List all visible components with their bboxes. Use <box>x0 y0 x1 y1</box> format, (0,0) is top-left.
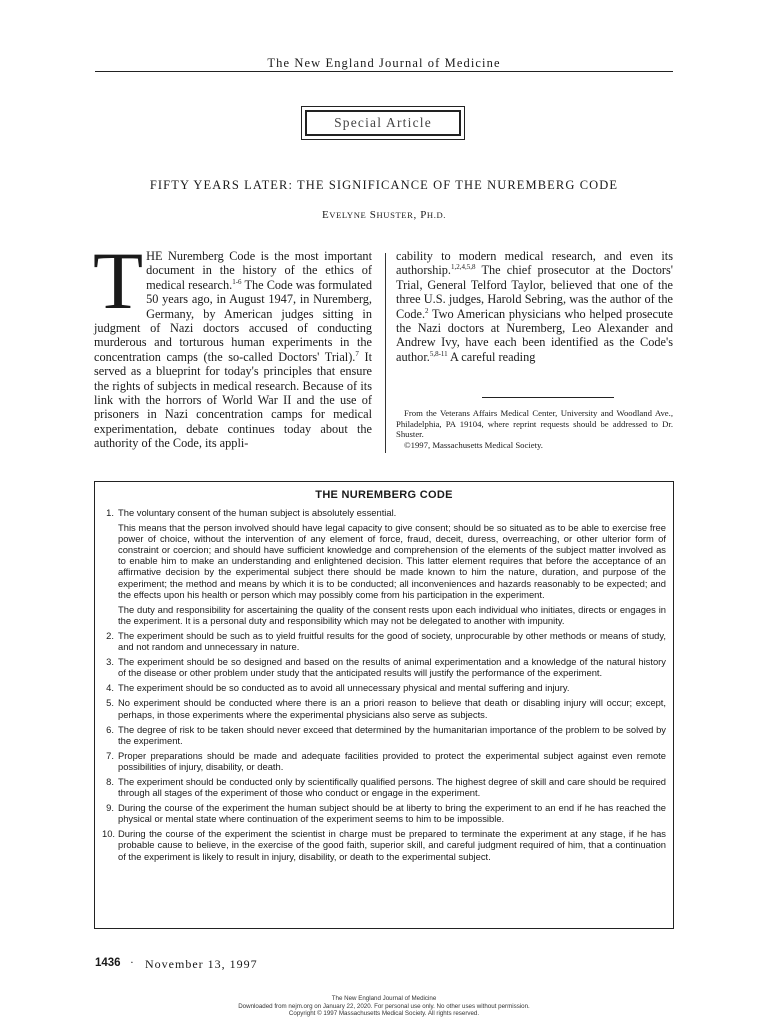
code-item-number: 1. <box>106 507 114 518</box>
code-item-number: 5. <box>106 697 114 709</box>
code-item-number: 9. <box>106 802 114 814</box>
code-item-text: The experiment should be such as to yield fruitful results for the good of society, unprocurable by other methods or means of study, and not random and unnecessary in nature. <box>118 629 666 653</box>
code-item-text: The degree of risk to be taken should never exceed that determined by the humanitarian importance of the problem to be solved by the experiment. <box>118 723 666 746</box>
right-text-c: Two American physicians who helped prosecute the Nazi doctors at Nuremberg, Leo Alexander and Andrew Ivy, have each been identified as the Code's author. <box>396 306 673 364</box>
code-item-number: 8. <box>106 775 114 787</box>
author-last-name-rest: HUSTER <box>376 210 414 220</box>
author-first-name-rest: VELYNE <box>329 210 367 220</box>
header-rule <box>95 71 673 72</box>
code-item-4 <box>102 682 666 693</box>
degree-initial: P <box>420 209 427 221</box>
code-item-number: 6. <box>106 723 114 735</box>
article-title: FIFTY YEARS LATER: THE SIGNIFICANCE OF THE NUREMBERG CODE <box>149 178 619 192</box>
code-item-text: The experiment should be so conducted as to avoid all unnecessary physical and mental suffering and injury. <box>118 682 570 694</box>
ref-1-6: 1-6 <box>232 277 242 286</box>
page-separator: · <box>130 957 134 969</box>
author-initial-e: E <box>321 209 330 221</box>
code-item-text: The experiment should be conducted only by scientifically qualified persons. The highest degree of skill and care should be required through all stages of the experiment of those who conduct or engage in the experiment. <box>118 775 666 799</box>
code-item-9 <box>102 802 666 824</box>
code-item-number: 2. <box>106 629 114 641</box>
code-item-number: 3. <box>106 656 114 668</box>
footer-copyright: Copyright © 1997 Massachusetts Medical Society. All rights reserved. <box>288 1010 480 1017</box>
code-item-7 <box>102 750 666 772</box>
author-byline: EVELYNE SHUSTER, PH.D. <box>321 209 447 221</box>
nuremberg-code-box <box>94 481 674 929</box>
code-item-number: 10. <box>102 828 116 840</box>
code-item-number: 7. <box>106 749 114 761</box>
code-list <box>102 507 666 866</box>
footer-download-notice: Downloaded from nejm.org on January 22, 2020. For personal use only. No other uses without permission. <box>238 1002 530 1010</box>
code-item-1-paragraph-1: This means that the person involved should have legal capacity to give consent; should be so situated as to be able to exercise free power of choice, without the intervention of any element of force, fraud, deceit, duress, overreaching, or other ulterior form of constraint or coercion; and should have sufficient knowledge and comprehension of the elements of the subject matter involved as to enable him to make an understanding and enlightened decision. This latter element requires that before the acceptance of an affirmative decision by the experimental subject there should be made known to him the nature, duration, and purpose of the experiment; the method and means by which it is to be conducted; all inconveniences and hazards reasonably to be expected; and the effects upon his health or person which may possibly come from his participation in the experiment. <box>118 522 666 600</box>
page-number: 1436 <box>95 957 121 969</box>
code-item-5 <box>102 697 666 719</box>
code-box-title: THE NUREMBERG CODE <box>315 489 453 501</box>
ref-7: 7 <box>355 349 359 358</box>
footnote-copyright: ©1997, Massachusetts Medical Society. <box>404 439 543 450</box>
right-text-d: A careful reading <box>447 349 536 364</box>
footer-journal: The New England Journal of Medicine <box>331 995 437 1002</box>
code-item-3 <box>102 656 666 678</box>
degree-rest: H.D. <box>426 210 447 220</box>
code-item-2 <box>102 630 666 652</box>
ref-authorship: 1,2,4,5,8 <box>451 263 476 272</box>
code-item-text: During the course of the experiment the scientist in charge must be prepared to terminate the experiment at any stage, if he has probable cause to believe, in the exercise of the good faith, superior skill, and careful judgment required of him, that a continuation of the experiment is likely to result in injury, disability, or death to the experimental subject. <box>118 828 666 862</box>
code-item-1 <box>102 507 666 626</box>
code-item-8 <box>102 776 666 798</box>
body-column-left <box>93 235 372 451</box>
right-text-b: The chief prosecutor at the Doctors' Trial, General Telford Taylor, believed that one of the three U.S. judges, Harold Sebring, was the author of the Code. <box>396 263 673 321</box>
code-item-text: The experiment should be so designed and based on the results of animal experimentation and a knowledge of the natural history of the disease or other problem under study that the anticipated results will justify the performance of the experiment. <box>118 656 666 679</box>
footnote-affiliation: From the Veterans Affairs Medical Center, University and Woodland Ave., Philadelphia, PA 19104, where reprint requests should be addressed to Dr. Shuster. <box>396 408 673 440</box>
left-text-a: HE Nuremberg Code is the most important document in the history of the ethics of medical research. <box>146 249 372 292</box>
ref-5-8-11: 5,8-11 <box>429 349 448 358</box>
column-divider <box>385 253 386 453</box>
author-initial-s: S <box>369 209 377 221</box>
code-item-10 <box>102 828 666 861</box>
running-head: The New England Journal of Medicine <box>267 56 501 70</box>
left-text-b: The Code was formulated 50 years ago, in August 1947, in Nuremberg, Germany, by American judges sitting in judgment of Nazi doctors accused of conducting murderous and torturous human experiments in the concentration camps (the so-called Doctors' Trial). <box>94 277 372 364</box>
ref-2: 2 <box>425 306 429 315</box>
code-item-text: No experiment should be conducted where there is an a priori reason to believe that death or disabling injury will occur; except, perhaps, in those experiments where the experimental physicians also serve as subjects. <box>118 697 666 720</box>
body-column-right <box>396 249 673 364</box>
drop-cap: T <box>93 235 144 326</box>
left-text-c: It served as a blueprint for today's principles that ensure the rights of subjects in medical research. Because of its link with the horrors of World War II and the use of prisoners in Nazi concentration camps for medical experimentation, debate continues today about the authority of the Code, its appli- <box>94 349 372 451</box>
code-item-number: 4. <box>106 682 114 694</box>
download-footer <box>0 995 768 1018</box>
code-item-6 <box>102 724 666 746</box>
footnote-rule <box>482 397 614 398</box>
issue-date: November 13, 1997 <box>145 957 258 971</box>
badge-label: Special Article <box>305 110 461 136</box>
code-item-1-paragraph-2: The duty and responsibility for ascertaining the quality of the consent rests upon each individual who initiates, directs or engages in the experiment. It is a personal duty and responsibility which may not be delegated to another with impunity. <box>118 603 666 626</box>
special-article-badge <box>301 106 465 140</box>
code-item-text: During the course of the experiment the human subject should be at liberty to bring the experiment to an end if he has reached the physical or mental state where continuation of the experiment seems to him to be impossible. <box>118 802 666 825</box>
footnote <box>396 408 673 450</box>
code-item-text: Proper preparations should be made and adequate facilities provided to protect the experimental subject against even remote possibilities of injury, disability, or death. <box>118 749 666 772</box>
code-item-text: The voluntary consent of the human subject is absolutely essential. <box>118 507 397 518</box>
right-text-a: cability to modern medical research, and even its authorship. <box>396 249 673 278</box>
